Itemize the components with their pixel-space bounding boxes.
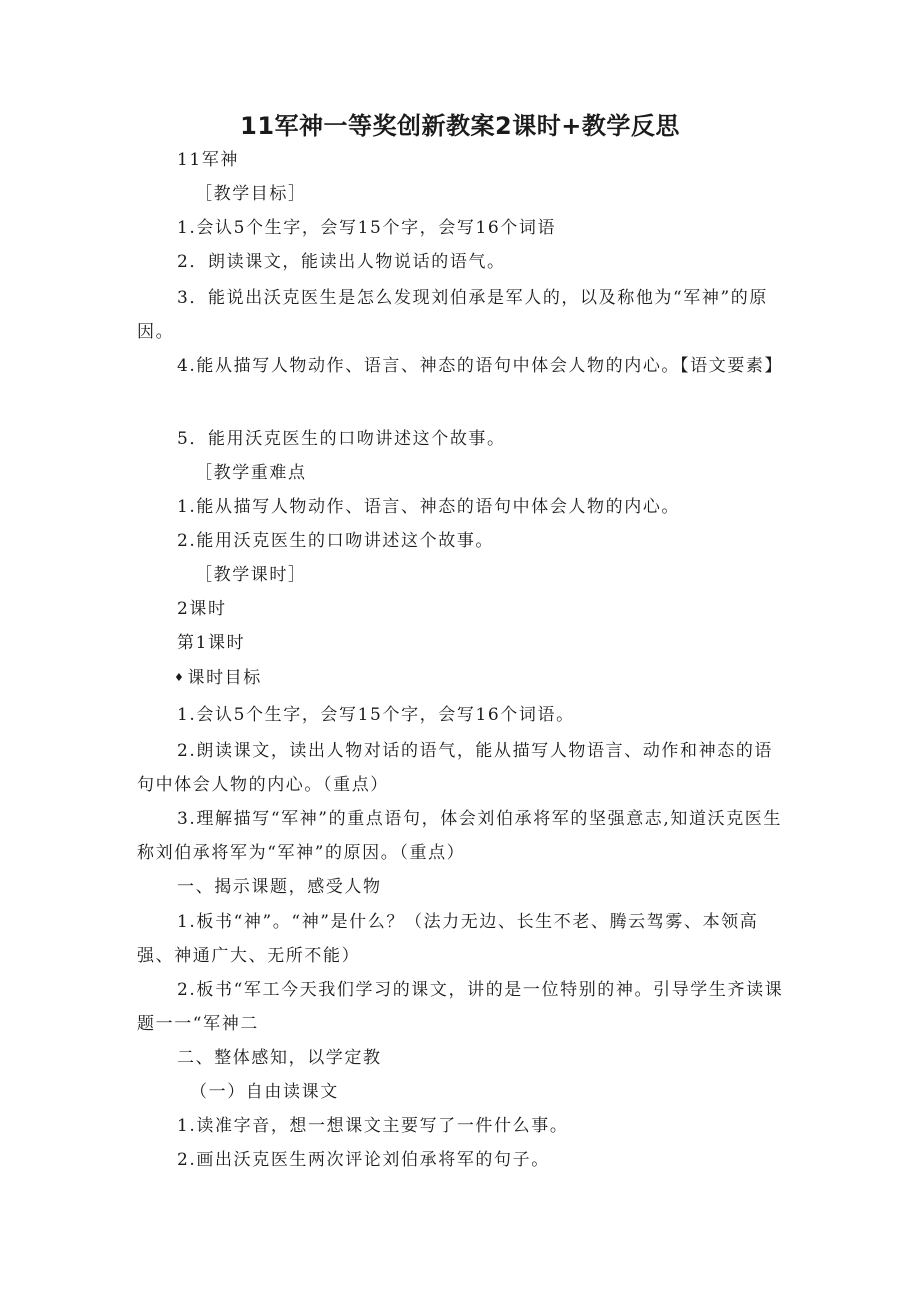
objective-item-4: 4.能从描写人物动作、语言、神态的语句中体会人物的内心。【语文要素】: [177, 356, 784, 376]
sub-step-heading: （一）自由读课文: [190, 1082, 339, 1102]
document-title: 11军神一等奖创新教案2课时+教学反思: [240, 112, 680, 140]
objective-item-2: 2．朗读课文，能读出人物说话的语气。: [177, 252, 506, 272]
sub-step-item-1: 1.读准字音，想一想课文主要写了一件什么事。: [177, 1116, 569, 1136]
key-point-item-2: 2.能用沃克医生的口吻讲述这个故事。: [177, 531, 495, 551]
step-heading-2: 二、整体感知，以学定教: [177, 1048, 382, 1068]
period-count: 2课时: [177, 599, 227, 619]
section-heading-key-points: ［教学重难点: [195, 463, 307, 483]
sub-step-item-2: 2.画出沃克医生两次评论刘伯承将军的句子。: [177, 1150, 550, 1170]
step-1-item-2: 2.板书“军工今天我们学习的课文，讲的是一位特别的神。引导学生齐读课题一一“军神二: [137, 980, 784, 1034]
section-heading-objectives: ［教学目标］: [195, 184, 307, 204]
key-point-item-1: 1.能从描写人物动作、语言、神态的语句中体会人物的内心。: [177, 497, 681, 517]
step-1-item-1: 1.板书“神”。“神”是什么？（法力无边、长生不老、腾云驾雾、本领高强、神通广大、无所不能）: [137, 912, 759, 966]
objective-item-1: 1.会认5个生字，会写15个字，会写16个词语: [177, 218, 557, 238]
lesson-heading: 11军神: [177, 150, 240, 170]
period-objectives-heading: ♦ 课时目标: [174, 663, 262, 695]
section-heading-periods: ［教学课时］: [195, 565, 307, 585]
period-objective-item-3: 3.理解描写“军神”的重点语句，体会刘伯承将军的坚强意志,知道沃克医生称刘伯承将军为“军神”的原因。（重点）: [137, 809, 783, 863]
objective-item-5: 5．能用沃克医生的口吻讲述这个故事。: [177, 429, 506, 449]
period-objective-item-2: 2.朗读课文，读出人物对话的语气，能从描写人物语言、动作和神态的语句中体会人物的内心。（重点）: [137, 741, 774, 795]
period-objective-item-1: 1.会认5个生字，会写15个字，会写16个词语。: [177, 705, 575, 725]
step-heading-1: 一、揭示课题，感受人物: [177, 877, 382, 897]
first-period-heading: 第1课时: [177, 633, 246, 653]
objective-item-3: 3．能说出沃克医生是怎么发现刘伯承是军人的，以及称他为“军神”的原因。: [137, 288, 768, 342]
